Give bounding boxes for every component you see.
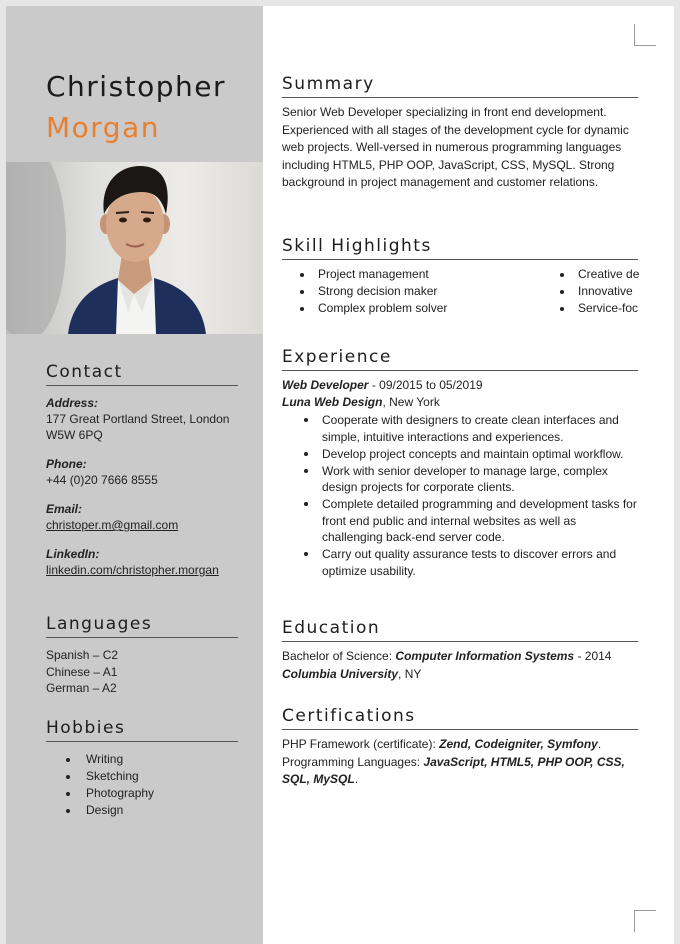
company-line [282, 394, 638, 412]
school-location: , NY [398, 666, 422, 681]
degree-year: - 2014 [574, 649, 612, 663]
skills-column-2 [558, 266, 639, 317]
skill-item: Complex problem solver [298, 300, 447, 317]
resume-page [6, 6, 674, 944]
skill-item: Creative de [558, 266, 639, 283]
address-line-1: 177 Great Portland Street, London [46, 412, 230, 426]
cert-label: PHP Framework (certificate): [282, 737, 440, 751]
hobby-item: Writing [66, 751, 238, 768]
school-name: Columbia University [282, 666, 399, 681]
job-title: Web Developer [282, 378, 369, 392]
hobbies-section [46, 718, 238, 819]
experience-section [282, 347, 638, 580]
cert-values: SQL, MySQL [282, 772, 355, 786]
degree: Bachelor of Science: [282, 649, 396, 663]
cert-period: . [354, 772, 359, 786]
portrait-photo [6, 162, 263, 334]
languages-section [46, 614, 238, 697]
certifications-heading: Certifications [282, 706, 638, 730]
page-corner-mark-top [634, 24, 656, 46]
job-dates: - 09/2015 to 05/2019 [368, 378, 483, 392]
linkedin-label: LinkedIn: [46, 547, 100, 561]
education-heading: Education [282, 618, 638, 642]
email-link[interactable]: christoper.m@gmail.com [46, 518, 179, 532]
address-line-2: W5W 6PQ [46, 428, 103, 442]
degree-field: Computer Information Systems [395, 649, 575, 663]
summary-text: Senior Web Developer specializing in front end development. Experienced with all stages of the development cycle for dynamic web projects. Well-versed in numerous programming languages including HTML5, PHP OOP, JavaScript, CSS, MySQL. Strong background in project management and customer relations. [282, 105, 629, 189]
hobbies-list [46, 751, 238, 819]
linkedin-link[interactable]: linkedin.com/christopher.morgan [46, 563, 219, 577]
skill-item: Strong decision maker [298, 283, 447, 300]
cert-values: JavaScript, HTML5, PHP OOP, CSS, [423, 754, 625, 769]
language-item: Chinese – A1 [46, 664, 118, 679]
experience-item: Work with senior developer to manage large, complex design projects for corporate clients. [302, 463, 638, 496]
experience-item: Develop project concepts and maintain optimal workflow. [302, 446, 638, 463]
experience-item: Carry out quality assurance tests to discover errors and optimize usability. [302, 546, 638, 579]
certification-line-1 [282, 736, 638, 754]
experience-item: Cooperate with designers to create clean interfaces and simple, intuitive interactions and experiences. [302, 412, 638, 445]
sidebar [6, 6, 263, 944]
hobbies-heading: Hobbies [46, 718, 238, 742]
contact-heading: Contact [46, 362, 238, 386]
cert-values: Zend, Codeigniter, Symfony [439, 737, 598, 751]
skill-item: Innovative [558, 283, 639, 300]
page-corner-mark-bottom [634, 910, 656, 932]
experience-item: Complete detailed programming and development tasks for front end public and internal websites as well as challenging back-end server code. [302, 496, 638, 546]
hobby-item: Photography [66, 785, 238, 802]
certification-line-3 [282, 771, 638, 789]
first-name: Christopher [46, 70, 227, 103]
cert-period: . [597, 737, 602, 751]
school-line [282, 666, 638, 684]
cert-label: Programming Languages: [282, 754, 424, 769]
portrait-icon [6, 162, 263, 334]
languages-heading: Languages [46, 614, 238, 638]
phone-value: +44 (0)20 7666 8555 [46, 473, 158, 487]
summary-section [282, 74, 638, 192]
skills-column-2-clip [558, 266, 648, 320]
education-section [282, 618, 638, 683]
language-item: Spanish – C2 [46, 648, 119, 662]
skill-item: Service-foc [558, 300, 639, 317]
experience-heading: Experience [282, 347, 638, 371]
language-item: German – A2 [46, 681, 117, 695]
company-location: , New York [382, 394, 440, 409]
skills-column-1 [298, 266, 447, 317]
skills-section [282, 236, 638, 320]
skill-item: Project management [298, 266, 447, 283]
hobby-item: Design [66, 802, 238, 819]
certification-line-2 [282, 754, 638, 772]
job-title-line [282, 377, 638, 395]
experience-list [282, 412, 638, 579]
summary-heading: Summary [282, 74, 638, 98]
certifications-section [282, 706, 638, 789]
contact-section [46, 362, 238, 591]
skills-heading: Skill Highlights [282, 236, 638, 260]
email-label: Email: [46, 502, 83, 516]
last-name: Morgan [46, 111, 160, 144]
address-label: Address: [46, 396, 99, 410]
company-name: Luna Web Design [282, 394, 383, 409]
phone-label: Phone: [46, 457, 87, 471]
hobby-item: Sketching [66, 768, 238, 785]
degree-line [282, 648, 638, 666]
